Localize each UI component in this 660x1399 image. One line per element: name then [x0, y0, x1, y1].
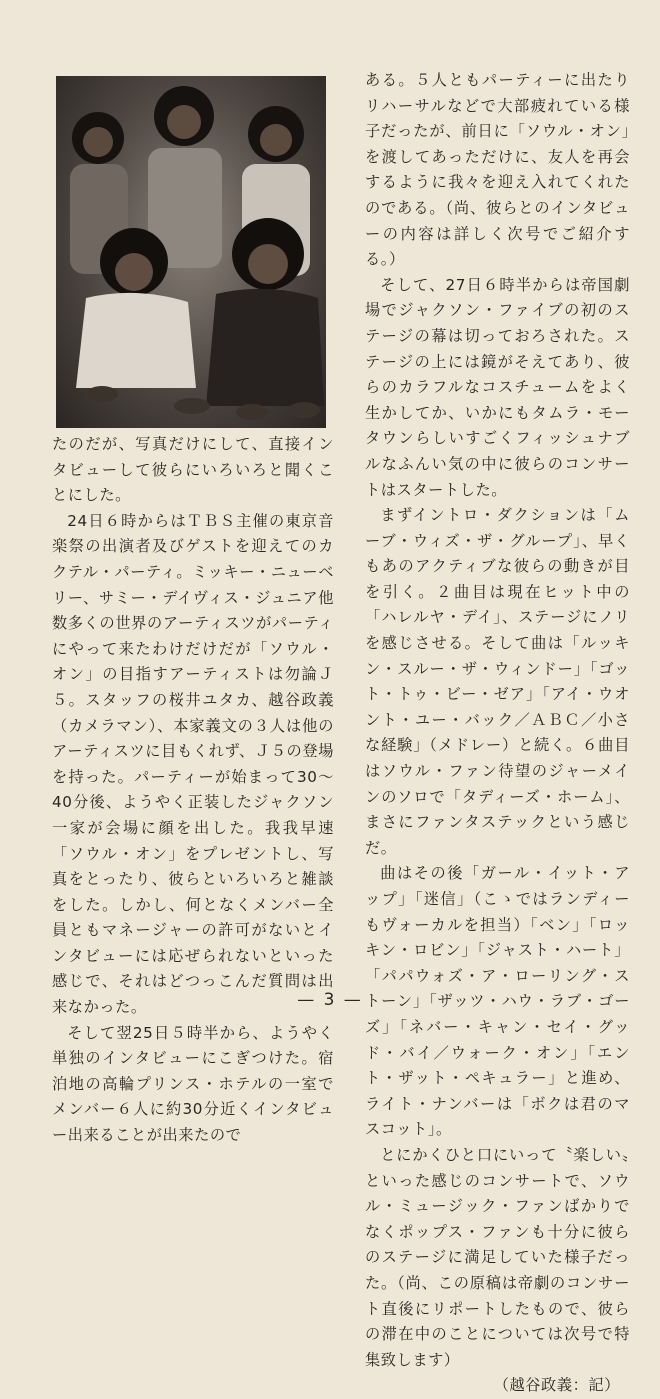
group-photo-icon	[56, 76, 326, 428]
author-signature: （越谷政義：記）	[493, 1376, 620, 1395]
paragraph: 24日６時からはＴＢＳ主催の東京音楽祭の出演者及びゲストを迎えてのカクテル・パーティ。ミッキー・ニューベリー、サミー・デイヴィス・ジュニア他数多くの世界のアーティスツがパーティにやって来たわけだけだが「ソウル・オン」の目指すアーティストは勿論Ｊ５。スタッフの桜井ユタカ、越谷政義（カメラマン）、本家義文の３人は他のアーティスツに目もくれず、Ｊ５の登場を持った。パーティーが始まって30〜40分後、ようやく正装したジャクソン一家が会場に顔を出した。我我早速「ソウル・オン」をプレゼントし、写真をとったり、彼らといろいろと雑談をした。しかし、何となくメンバー全員ともマネージャーの許可がないとインタビューには応ぜられないといった感じで、それはどつっこんだ質問は出来なかった。	[52, 511, 334, 1017]
paragraph: たのだが、写真だけにして、直接インタビューして彼らにいろいろと聞くことにした。	[52, 435, 334, 505]
paragraph: ある。５人ともパーティーに出たりリハーサルなどで大部疲れている様子だったが、前日に「ソウル・オン」を渡してあっただけに、友人を再会するように我々を迎え入れてくれたのである。（尚、彼らとのインタビューの内容は詳しく次号でご紹介する。）	[365, 71, 630, 269]
paragraph: そして、27日６時半からは帝国劇場でジャクソン・ファイブの初のステージの幕は切っておろされた。ステージの上には鏡がそえてあり、彼らのカラフルなコスチュームをよく生かしてか、いかにもタムラ・モータウンらしいすごくフィッシュナブルなふんい気の中に彼らのコンサートはスタートした。	[365, 275, 630, 499]
paragraph: とにかくひと口にいって〝楽しい〟といった感じのコンサートで、ソウル・ミュージック・ファンばかりでなくポップス・ファンも十分に彼らのステージに満足していた様子だった。（尚、この原稿は帝劇のコンサート直後にリポートしたもので、彼らの滞在中のことについては次号で特集致します）	[365, 1145, 630, 1369]
right-text-column	[365, 68, 630, 1399]
left-text-column	[52, 432, 334, 1149]
paragraph: 曲はその後「ガール・イット・アップ」「迷信」（こゝではランディーもヴォーカルを担当）「ベン」「ロッキン・ロビン」「ジャスト・ハート」「パパウォズ・ア・ローリング・ストーン」「ザッツ・ハウ・ラブ・ゴーズ」「ネバー・キャン・セイ・グッド・バイ／ウォーク・オン」「エント・ザット・ペキュラー」と進め、ライト・ナンバーは「ボクは君のマスコット」。	[365, 864, 630, 1139]
paragraph: まずイントロ・ダクションは「ムーブ・ウィズ・ザ・グループ」、早くもあのアクティブな彼らの動きが目を引く。２曲目は現在ヒット中の「ハレルヤ・デイ」、ステージにノリを感じさせる。そして曲は「ルッキン・スルー・ザ・ウィンドー」「ゴット・トゥ・ビー・ゼア」「アイ・ウオント・ユー・バック／ＡＢＣ／小さな経験」（メドレー）と続く。６曲目はソウル・ファン待望のジャーメインのソロで「タディーズ・ホーム」、まさにファンタステックという感じだ。	[365, 506, 630, 857]
page-number: — 3 —	[297, 990, 363, 1010]
paragraph: そして翌25日５時半から、ようやく単独のインタビューにこぎつけた。宿泊地の高輪プリンス・ホテルの一室でメンバー６人に約30分近くインタビュー出来ることが出来たので	[52, 1023, 334, 1145]
group-photo	[56, 76, 326, 428]
